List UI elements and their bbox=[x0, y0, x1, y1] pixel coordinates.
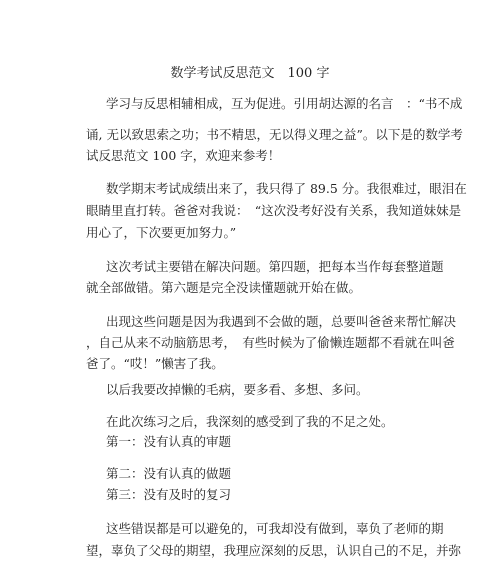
paragraph-line: 试反思范文 100 字，欢迎来参考！ bbox=[86, 148, 281, 163]
list-item: 第一：没有认真的审题 bbox=[106, 434, 232, 449]
list-item: 第三：没有及时的复习 bbox=[106, 487, 232, 502]
paragraph-line: 数学期末考试成绩出来了，我只得了 89.5 分。我很难过，眼泪在 bbox=[106, 181, 467, 196]
paragraph-line: 爸了。“哎！”懒害了我。 bbox=[86, 356, 224, 371]
paragraph-line: 诵, 无以致思索之功；书不精思，无以得义理之益”。以下是的数学考 bbox=[86, 127, 463, 142]
paragraph-line: ，自己从来不动脑筋思考， 有些时候为了偷懒连题都不看就在叫爸 bbox=[86, 335, 455, 350]
paragraph-line: 就全部做错。第六题是完全没读懂题就开始在做。 bbox=[86, 280, 362, 295]
paragraph-line: 在此次练习之后，我深刻的感受到了我的不足之处。 bbox=[106, 414, 394, 429]
paragraph-line: 学习与反思相辅相成，互为促进。引用胡达源的名言 ：“书不成 bbox=[106, 96, 463, 111]
paragraph-line: 用心了，下次要更加努力。” bbox=[86, 225, 237, 240]
paragraph-line: 这次考试主要错在解决问题。第四题，把每本当作每套整道题 bbox=[106, 259, 444, 274]
list-item: 第二：没有认真的做题 bbox=[106, 466, 232, 481]
paragraph-line: 这些错误都是可以避免的，可我却没有做到，辜负了老师的期 bbox=[106, 521, 444, 536]
document-title: 数学考试反思范文 100 字 bbox=[170, 66, 330, 81]
paragraph-line: 眼睛里直打转。爸爸对我说： “这次没考好没有关系，我知道妹妹是 bbox=[86, 203, 462, 218]
paragraph-line: 出现这些问题是因为我遇到不会做的题，总要叫爸爸来帮忙解决 bbox=[106, 314, 457, 329]
paragraph-line: 望，辜负了父母的期望，我理应深刻的反思，认识自己的不足，并弥 bbox=[86, 543, 462, 558]
paragraph-line: 以后我要改掉懒的毛病，要多看、多想、多问。 bbox=[106, 382, 369, 397]
